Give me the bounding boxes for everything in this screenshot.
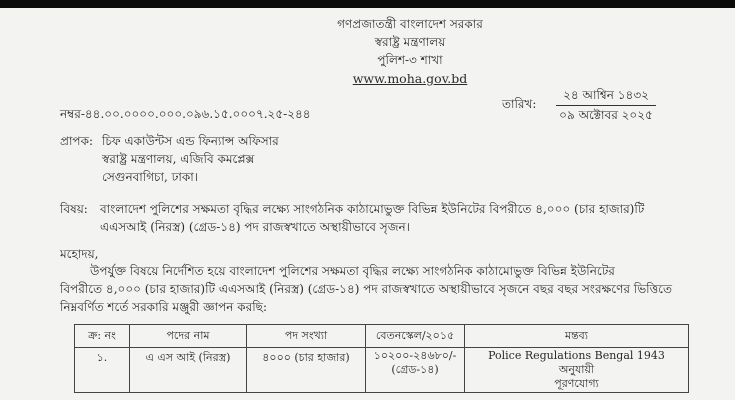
recipient-line-1: চিফ একাউন্টস এন্ড ফিন্যান্স অফিসার xyxy=(102,134,279,148)
cell-pay-scale xyxy=(366,348,465,393)
cell-post-name: এ এস আই (নিরস্ত্র) xyxy=(130,348,247,393)
memo-number: নম্বর-৪৪.০০.০০০০.০০০.০৯৬.১৫.০০০৭.২৫-২৪৪ xyxy=(60,107,311,121)
header-pay-scale: বেতনস্কেল/২০১৫ xyxy=(366,325,465,348)
ministry-name: স্বরাষ্ট্র মন্ত্রণালয় xyxy=(374,35,446,49)
subject-line-1: বাংলাদেশ পুলিশের সক্ষমতা বৃদ্ধির লক্ষ্যে সাংগঠনিক কাঠামোভুক্ত বিভিন্ন ইউনিটের বিপরীতে ৪,০০০ (চার হাজার)টি xyxy=(100,202,645,216)
subject-line-2: এএসআই (নিরস্ত্র) (গ্রেড-১৪) পদ রাজস্বখাতে অস্থায়ীভাবে সৃজন। xyxy=(100,220,410,234)
pay-scale-grade: (গ্রেড-১৪) xyxy=(391,363,439,376)
section-name: পুলিশ-৩ শাখা xyxy=(377,53,443,67)
date-bangla: ২৪ আশ্বিন ১৪৩২ xyxy=(563,88,649,102)
remark-regulation: Police Regulations Bengal 1943 xyxy=(488,349,665,362)
header-post-count: পদ সংখ্যা xyxy=(247,325,366,348)
table-header-row xyxy=(75,325,689,348)
remark-fillable: পূরণযোগ্য xyxy=(554,377,599,390)
date-divider xyxy=(556,105,656,106)
body-line-1: উপর্যুক্ত বিষয়ে নির্দেশিত হয়ে বাংলাদেশ পুলিশের সক্ষমতা বৃদ্ধির লক্ষ্যে সাংগঠনিক কাঠামোভুক্ত বিভিন্ন ইউনিটের xyxy=(90,264,615,278)
table-row xyxy=(75,348,689,393)
recipient-line-2: স্বরাষ্ট্র মন্ত্রণালয়, এজিবি কমপ্লেক্স xyxy=(102,152,255,166)
post-creation-table xyxy=(74,324,689,393)
header-post-name: পদের নাম xyxy=(130,325,247,348)
header-remarks: মন্তব্য xyxy=(465,325,689,348)
website-link[interactable]: www.moha.gov.bd xyxy=(352,71,468,86)
pay-scale-range: ১০২০০-২৪৬৮০/- xyxy=(373,349,457,362)
body-line-2: বিপরীতে ৪,০০০ (চার হাজার)টি এএসআই (নিরস্ত্র) (গ্রেড-১৪) পদ রাজস্বখাতে অস্থায়ীভাবে সৃজনে বছর বছর সংরক্ষণের ভিত্তিতে xyxy=(60,282,672,296)
body-line-3: নিম্নবর্ণিত শর্তে সরকারি মঞ্জুরী জ্ঞাপন করছি: xyxy=(60,300,268,314)
salutation: মহোদয়, xyxy=(60,247,99,261)
subject-label: বিষয়: xyxy=(60,202,88,216)
cell-post-count: ৪০০০ (চার হাজার) xyxy=(247,348,366,393)
recipient-line-3: সেগুনবাগিচা, ঢাকা। xyxy=(102,170,199,184)
recipient-label: প্রাপক: xyxy=(60,134,94,148)
header-serial: ক্র: নং xyxy=(75,325,130,348)
top-border xyxy=(0,0,735,8)
date-label: তারিখ: xyxy=(502,97,537,111)
cell-serial: ১. xyxy=(75,348,130,393)
cell-remarks xyxy=(465,348,689,393)
remark-according: অনুযায়ী xyxy=(558,363,595,376)
government-name: গণপ্রজাতন্ত্রী বাংলাদেশ সরকার xyxy=(337,17,483,31)
date-english: ০৯ অক্টোবর ২০২৫ xyxy=(559,108,653,122)
